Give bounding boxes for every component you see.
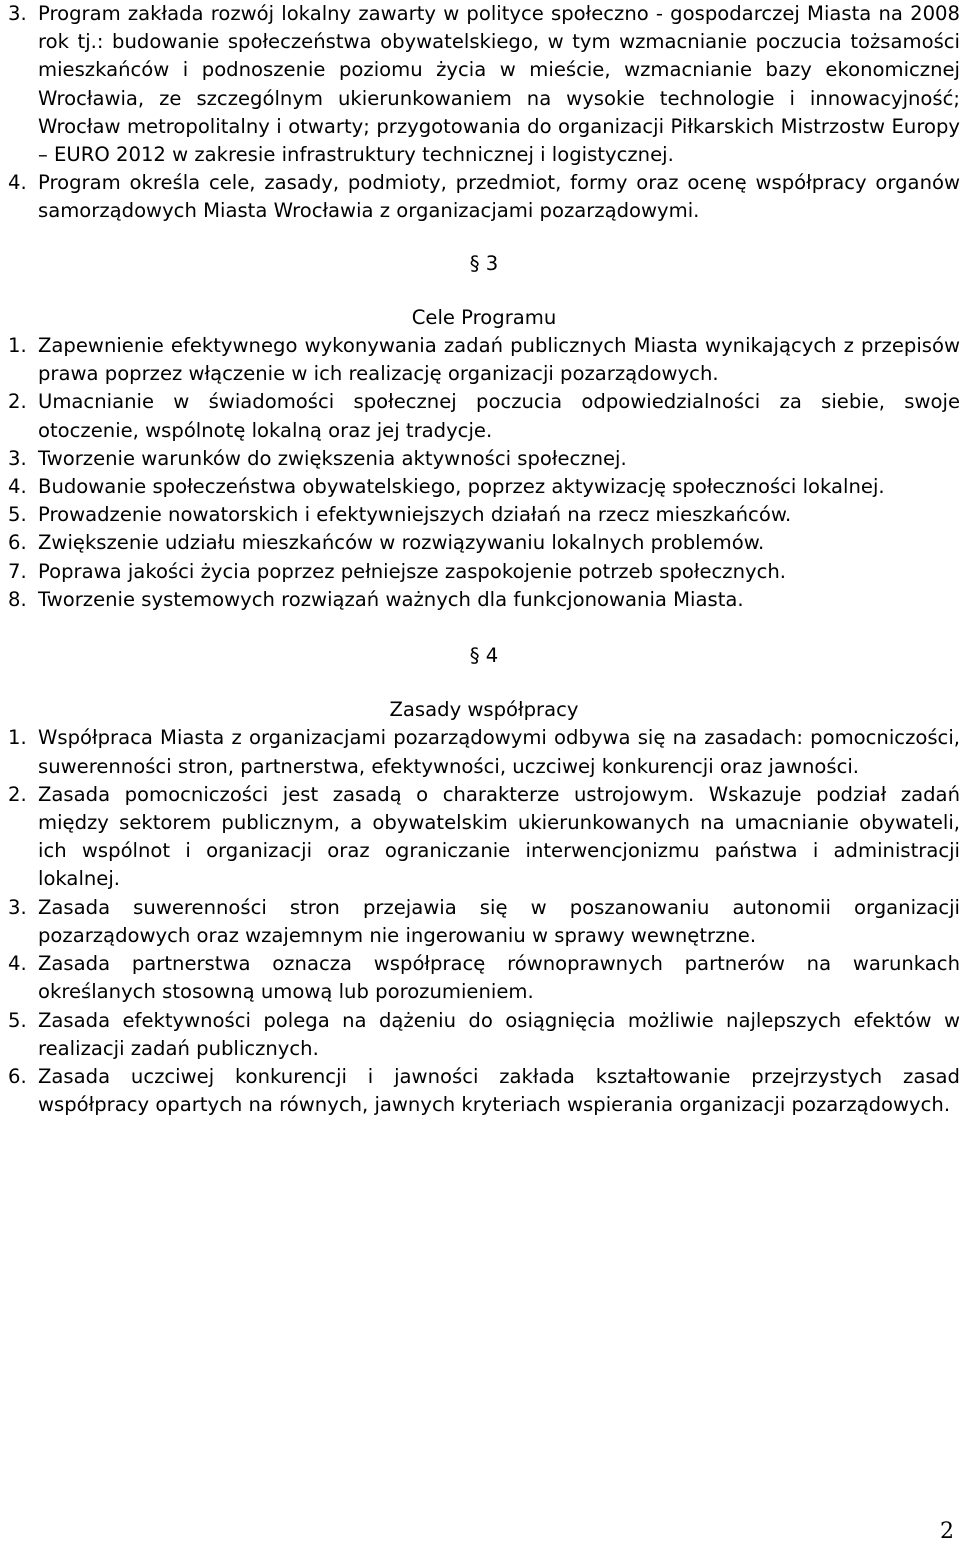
section-4-mark: § 4 <box>469 644 499 668</box>
document-body <box>8 0 960 1119</box>
list-item-text: Zapewnienie efektywnego wykonywania zadań publicznych Miasta wynikających z przepisów prawa poprzez włączenie w ich realizację organizacji pozarządowych. <box>38 334 960 386</box>
section-3-list <box>8 332 960 614</box>
list-item-text: Współpraca Miasta z organizacjami pozarządowymi odbywa się na zasadach: pomocniczości, suwerenności stron, partnerstwa, efektywności, uczciwej konkurencji oraz jawności. <box>38 726 960 778</box>
list-item-number: 1. <box>8 726 27 750</box>
list-item <box>8 501 960 529</box>
list-item-number: 3. <box>8 895 27 919</box>
list-item-text: Zasada partnerstwa oznacza współpracę równoprawnych partnerów na warunkach określanych stosowną umową lub porozumieniem. <box>38 952 960 1004</box>
list-item <box>8 1063 960 1119</box>
list-item-text: Poprawa jakości życia poprzez pełniejsze zaspokojenie potrzeb społecznych. <box>38 559 787 583</box>
list-item <box>8 529 960 557</box>
list-item-number: 2. <box>8 782 27 806</box>
list-item <box>8 781 960 894</box>
list-item <box>8 473 960 501</box>
section-4-list <box>8 724 960 1119</box>
list-item-number: 1. <box>8 334 27 358</box>
list-item-number: 6. <box>8 1064 27 1088</box>
list-item-text: Tworzenie warunków do zwiększenia aktywności społecznej. <box>38 446 627 470</box>
list-item <box>8 586 960 614</box>
list-item-text: Zasada uczciwej konkurencji i jawności zakłada kształtowanie przejrzystych zasad współpracy opartych na równych, jawnych kryteriach wspierania organizacji pozarządowych. <box>38 1064 960 1117</box>
list-item-number: 6. <box>8 531 27 555</box>
list-item-number: 5. <box>8 1008 27 1032</box>
list-item-number: 4. <box>8 171 27 195</box>
section-3-title: Cele Programu <box>411 305 557 329</box>
list-item-number: 4. <box>8 475 27 499</box>
list-item-text: Zasada pomocniczości jest zasadą o charakterze ustrojowym. Wskazuje podział zadań między sektorem publicznym, a obywatelskim ukierunkowanych na umacnianie obywateli, ich wspólnot i organizacji oraz ograniczanie interwencjonizmu państwa i administracji lokalnej. <box>38 782 960 891</box>
list-item-text: Tworzenie systemowych rozwiązań ważnych dla funkcjonowania Miasta. <box>38 587 744 611</box>
list-item-number: 2. <box>8 390 27 414</box>
continued-list <box>8 0 960 226</box>
list-item-text: Zwiększenie udziału mieszkańców w rozwiązywaniu lokalnych problemów. <box>38 531 765 555</box>
list-item-text: Prowadzenie nowatorskich i efektywniejszych działań na rzecz mieszkańców. <box>38 503 792 527</box>
list-item <box>8 388 960 444</box>
list-item-text: Zasada efektywności polega na dążeniu do osiągnięcia możliwie najlepszych efektów w realizacji zadań publicznych. <box>38 1008 960 1060</box>
list-item-text: Program zakłada rozwój lokalny zawarty w polityce społeczno - gospodarczej Miasta na 2008 rok tj.: budowanie społeczeństwa obywatelskiego, w tym wzmacnianie poczucia tożsamości mieszkańców i podnoszenie poziomu życia w mieście, wzmacnianie bazy ekonomicznej Wrocławia, ze szczególnym ukierunkowaniem na wysokie technologie i innowacyjność; Wrocław metropolitalny i otwarty; przygotowania do organizacji Piłkarskich Mistrzostw Europy – EURO 2012 w zakresie infrastruktury technicznej i logistycznej. <box>38 2 960 167</box>
list-item <box>8 950 960 1006</box>
list-item-number: 3. <box>8 446 27 470</box>
list-item-number: 8. <box>8 587 27 611</box>
list-item <box>8 169 960 225</box>
list-item-text: Budowanie społeczeństwa obywatelskiego, poprzez aktywizację społeczności lokalnej. <box>38 475 885 499</box>
list-item-text: Program określa cele, zasady, podmioty, przedmiot, formy oraz ocenę współpracy organów samorządowych Miasta Wrocławia z organizacjami pozarządowymi. <box>38 171 960 223</box>
list-item <box>8 445 960 473</box>
list-item <box>8 0 960 169</box>
list-item-number: 7. <box>8 559 27 583</box>
list-item-number: 3. <box>8 2 27 25</box>
list-item-number: 4. <box>8 952 27 976</box>
list-item-text: Umacnianie w świadomości społecznej poczucia odpowiedzialności za siebie, swoje otoczenie, wspólnotę lokalną oraz jej tradycje. <box>38 390 960 442</box>
list-item-number: 5. <box>8 503 27 527</box>
list-item <box>8 332 960 388</box>
section-4-title: Zasady współpracy <box>389 698 579 722</box>
list-item <box>8 724 960 780</box>
section-3-mark: § 3 <box>469 251 499 275</box>
page-number: 2 <box>940 1519 954 1544</box>
list-item <box>8 1007 960 1063</box>
list-item <box>8 894 960 950</box>
list-item <box>8 558 960 586</box>
list-item-text: Zasada suwerenności stron przejawia się w poszanowaniu autonomii organizacji pozarządowych oraz wzajemnym nie ingerowaniu w sprawy wewnętrzne. <box>38 895 960 947</box>
